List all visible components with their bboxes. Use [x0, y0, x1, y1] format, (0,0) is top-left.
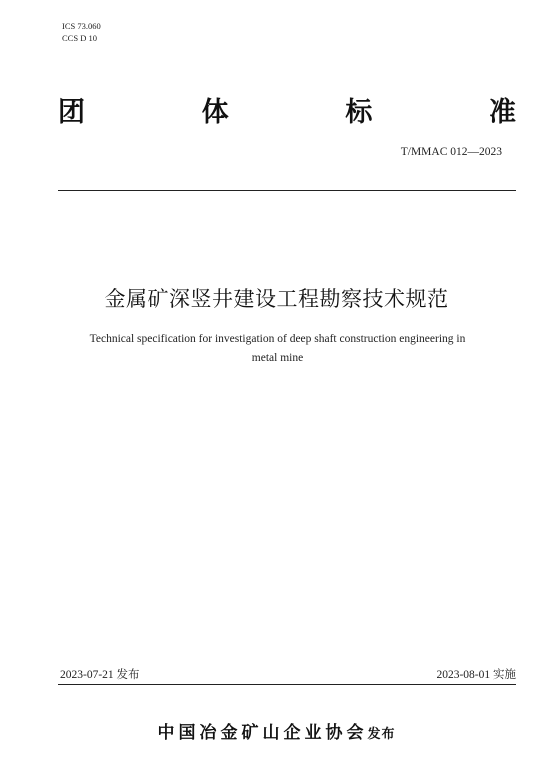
- english-title: [40, 330, 515, 368]
- ics-code: ICS 73.060: [62, 21, 101, 31]
- standard-type-char: 标: [345, 97, 373, 128]
- date-row: [60, 666, 516, 682]
- standard-type-char: 团: [58, 97, 85, 128]
- implementation-date: 2023-08-01 实施: [436, 669, 516, 681]
- standard-type-char: 准: [488, 97, 516, 128]
- english-title-line-1: Technical specification for investigation of deep shaft construction engineering in: [89, 333, 466, 345]
- english-title-line-2: metal mine: [251, 352, 304, 364]
- ccs-code: CCS D 10: [62, 33, 97, 43]
- chinese-title: 金属矿深竖井建设工程勘察技术规范: [104, 287, 449, 311]
- bottom-divider: [58, 684, 516, 685]
- standard-type-char: 体: [201, 97, 229, 128]
- classification-codes: [62, 20, 101, 44]
- publisher-name: 中国冶金矿山企业协会: [157, 723, 368, 743]
- publisher: [0, 718, 553, 743]
- issue-date: 2023-07-21 发布: [60, 669, 140, 681]
- standard-type-heading: [58, 96, 516, 130]
- top-divider: [58, 190, 516, 191]
- standard-number: T/MMAC 012—2023: [400, 146, 502, 158]
- publisher-suffix: 发布: [367, 727, 396, 742]
